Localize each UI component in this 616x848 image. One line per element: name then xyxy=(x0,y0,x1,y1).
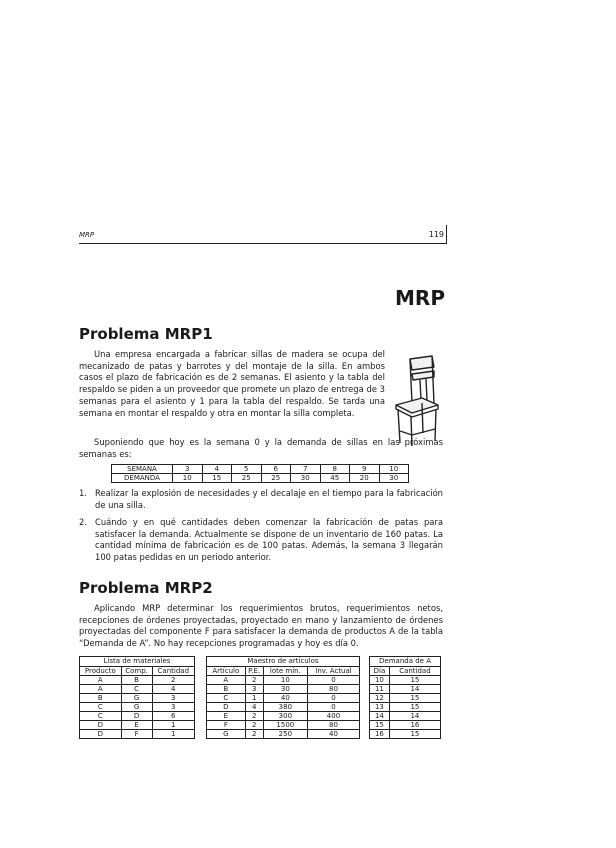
table-cell: A xyxy=(80,676,122,685)
table-cell: 0 xyxy=(307,676,359,685)
table-cell: 15 xyxy=(389,703,440,712)
table-row xyxy=(370,712,441,721)
header-vertical-rule xyxy=(446,225,447,244)
column-header: Comp. xyxy=(121,667,152,676)
column-header: lote mín. xyxy=(263,667,307,676)
table-cell: 20 xyxy=(350,474,380,483)
table-row xyxy=(80,721,195,730)
table-cell: B xyxy=(207,685,246,694)
table-cell: E xyxy=(207,712,246,721)
table-row xyxy=(80,676,195,685)
table-cell: 3 xyxy=(152,694,194,703)
column-header: Artículo xyxy=(207,667,246,676)
table-cell: 3 xyxy=(245,685,263,694)
table-row xyxy=(207,694,360,703)
column-header: Producto xyxy=(80,667,122,676)
table-cell: 1 xyxy=(152,730,194,739)
table-cell: 11 xyxy=(370,685,390,694)
table-cell: C xyxy=(80,712,122,721)
table-cell: 30 xyxy=(291,474,321,483)
table-cell: 400 xyxy=(307,712,359,721)
list-item-number: 2. xyxy=(79,517,87,527)
list-item xyxy=(79,488,443,511)
list-item-number: 1. xyxy=(79,488,87,498)
table-row xyxy=(370,730,441,739)
table-cell: 15 xyxy=(370,721,390,730)
table-cell: 1500 xyxy=(263,721,307,730)
table-row xyxy=(207,712,360,721)
table-cell: 13 xyxy=(370,703,390,712)
table-cell: 40 xyxy=(263,694,307,703)
table-cell: 4 xyxy=(152,685,194,694)
table-row xyxy=(207,730,360,739)
table-cell: 1 xyxy=(152,721,194,730)
table-cell: 2 xyxy=(152,676,194,685)
table-cell: 1 xyxy=(245,694,263,703)
table-cell: 30 xyxy=(263,685,307,694)
table-cell: 9 xyxy=(350,465,380,474)
table-cell: 40 xyxy=(307,730,359,739)
table-row-label: SEMANA xyxy=(112,465,173,474)
table-cell: 8 xyxy=(320,465,350,474)
table-cell: 6 xyxy=(261,465,291,474)
demand-a-caption: Demanda de A xyxy=(369,656,441,666)
table-header-row xyxy=(80,667,195,676)
table-cell: F xyxy=(207,721,246,730)
table-cell: 4 xyxy=(245,703,263,712)
table-row xyxy=(370,685,441,694)
table-cell: 300 xyxy=(263,712,307,721)
bom-table xyxy=(79,666,195,739)
table-row xyxy=(112,474,409,483)
table-cell: 250 xyxy=(263,730,307,739)
table-cell: 25 xyxy=(232,474,262,483)
table-header-row xyxy=(370,667,441,676)
table-cell: 2 xyxy=(245,721,263,730)
list-item-text: Realizar la explosión de necesidades y el decalaje en el tiempo para la fabricación de una silla. xyxy=(95,488,443,510)
problem1-title: Problema MRP1 xyxy=(79,325,213,343)
table-cell: 80 xyxy=(307,685,359,694)
running-header xyxy=(79,231,446,244)
table-row xyxy=(80,685,195,694)
table-cell: 2 xyxy=(245,676,263,685)
table-cell: 25 xyxy=(261,474,291,483)
table-cell: 380 xyxy=(263,703,307,712)
table-cell: E xyxy=(121,721,152,730)
table-cell: 10 xyxy=(173,474,203,483)
table-row xyxy=(370,721,441,730)
chapter-title: MRP xyxy=(395,286,445,310)
table-row xyxy=(370,694,441,703)
table-cell: 30 xyxy=(379,474,409,483)
weekly-demand-table xyxy=(111,464,409,483)
header-section-label: MRP xyxy=(79,231,95,239)
table-cell: 14 xyxy=(389,685,440,694)
table-row xyxy=(80,712,195,721)
table-cell: 16 xyxy=(370,730,390,739)
table-cell: A xyxy=(80,685,122,694)
table-cell: 12 xyxy=(370,694,390,703)
table-row xyxy=(370,703,441,712)
table-cell: 14 xyxy=(370,712,390,721)
table-cell: 15 xyxy=(389,676,440,685)
table-row xyxy=(207,685,360,694)
problem2-title: Problema MRP2 xyxy=(79,579,213,597)
table-cell: A xyxy=(207,676,246,685)
table-cell: B xyxy=(121,676,152,685)
problem2-paragraph: Aplicando MRP determinar los requerimientos brutos, requerimientos netos, recepciones de órdenes proyectadas, proyectado en mano y lanzamiento de órdenes proyectadas del componente F para satisfacer la demanda de productos A de la tabla “Demanda de A”. No hay recepciones programadas y hoy es día 0. xyxy=(79,603,443,649)
table-cell: 15 xyxy=(389,730,440,739)
table-row xyxy=(80,703,195,712)
table-cell: 0 xyxy=(307,694,359,703)
table-cell: D xyxy=(207,703,246,712)
table-cell: D xyxy=(80,721,122,730)
bom-caption: Lista de materiales xyxy=(79,656,195,666)
demand-a-table xyxy=(369,666,441,739)
table-cell: C xyxy=(80,703,122,712)
bom-table-wrapper xyxy=(79,656,195,739)
list-item-text: Cuándo y en qué cantidades deben comenzar la fabricación de patas para satisfacer la demanda. Actualmente se dispone de un inventario de 160 patas. La cantidad mínima de fabricación es de 100 patas. Además, la semana 3 llegarán 100 patas pedidas en un periodo anterior. xyxy=(95,517,443,563)
table-row xyxy=(112,465,409,474)
table-cell: 2 xyxy=(245,730,263,739)
table-row xyxy=(207,721,360,730)
table-cell: F xyxy=(121,730,152,739)
table-header-row xyxy=(207,667,360,676)
table-cell: D xyxy=(80,730,122,739)
table-cell: 4 xyxy=(202,465,232,474)
table-cell: 2 xyxy=(245,712,263,721)
table-cell: 3 xyxy=(152,703,194,712)
table-cell: 10 xyxy=(379,465,409,474)
table-cell: 10 xyxy=(370,676,390,685)
table-cell: 7 xyxy=(291,465,321,474)
table-row xyxy=(207,676,360,685)
table-cell: 5 xyxy=(232,465,262,474)
table-cell: G xyxy=(121,703,152,712)
table-row-label: DEMANDA xyxy=(112,474,173,483)
table-cell: 0 xyxy=(307,703,359,712)
column-header: Cantidad xyxy=(152,667,194,676)
problem1-paragraph2: Suponiendo que hoy es la semana 0 y la demanda de sillas en las próximas semanas es: xyxy=(79,437,443,459)
chair-illustration xyxy=(392,355,440,447)
table-cell: D xyxy=(121,712,152,721)
table-cell: 45 xyxy=(320,474,350,483)
column-header: Cantidad xyxy=(389,667,440,676)
item-master-table xyxy=(206,666,360,739)
table-row xyxy=(207,703,360,712)
table-cell: G xyxy=(207,730,246,739)
table-cell: 80 xyxy=(307,721,359,730)
table-cell: 10 xyxy=(263,676,307,685)
item-master-table-wrapper xyxy=(206,656,360,739)
list-item xyxy=(79,517,443,564)
column-header: P.E. xyxy=(245,667,263,676)
table-cell: C xyxy=(207,694,246,703)
column-header: Día xyxy=(370,667,390,676)
column-header: Inv. Actual xyxy=(307,667,359,676)
table-cell: G xyxy=(121,694,152,703)
page-number: 119 xyxy=(428,230,444,239)
table-row xyxy=(80,694,195,703)
problem1-paragraph1: Una empresa encargada a fabricar sillas de madera se ocupa del mecanizado de patas y barrotes y del montaje de la silla. En ambos casos el plazo de fabricación es de 2 semanas. El asiento y la tabla del respaldo se piden a un proveedor que promete un plazo de entrega de 3 semanas para el asiento y 1 para la tabla del respaldo. Se tarda una semana en montar el respaldo y otra en montar la silla completa. xyxy=(79,349,385,418)
table-row xyxy=(80,730,195,739)
demand-a-table-wrapper xyxy=(369,656,441,739)
table-cell: B xyxy=(80,694,122,703)
table-cell: 3 xyxy=(173,465,203,474)
item-master-caption: Maestro de artículos xyxy=(206,656,360,666)
table-cell: 6 xyxy=(152,712,194,721)
table-cell: 15 xyxy=(202,474,232,483)
table-cell: 16 xyxy=(389,721,440,730)
table-cell: 14 xyxy=(389,712,440,721)
table-cell: C xyxy=(121,685,152,694)
table-row xyxy=(370,676,441,685)
table-cell: 15 xyxy=(389,694,440,703)
